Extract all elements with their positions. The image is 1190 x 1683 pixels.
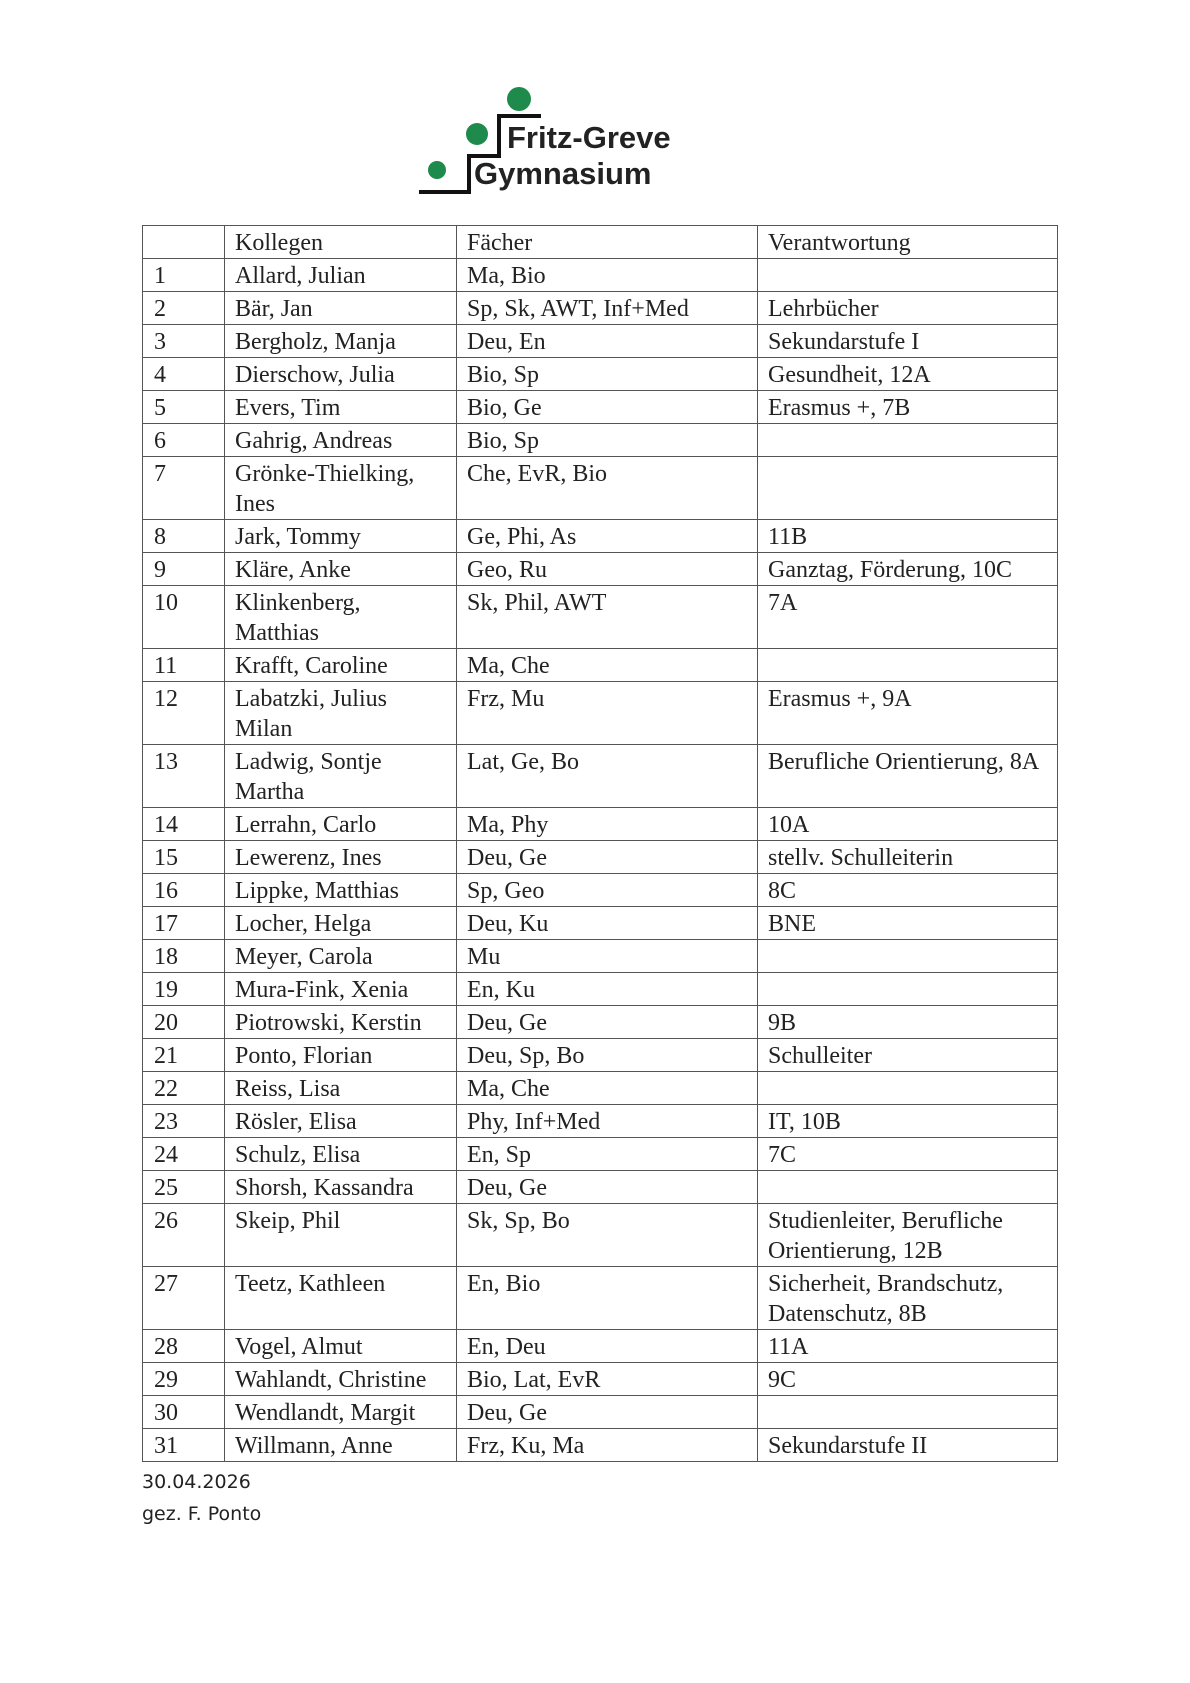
- cell-name: Gahrig, Andreas: [225, 424, 457, 457]
- table-row: [143, 907, 1058, 940]
- cell-name: Bergholz, Manja: [225, 325, 457, 358]
- cell-subjects: Ma, Che: [457, 1072, 758, 1105]
- cell-number: 14: [143, 808, 225, 841]
- cell-subjects: Bio, Sp: [457, 358, 758, 391]
- cell-number: 13: [143, 745, 225, 808]
- header-responsibility: Verantwortung: [758, 226, 1058, 259]
- table-row: [143, 1204, 1058, 1267]
- cell-subjects: Deu, Ge: [457, 841, 758, 874]
- cell-name: Ladwig, Sontje Martha: [225, 745, 457, 808]
- table-row: [143, 1039, 1058, 1072]
- table-row: [143, 1429, 1058, 1462]
- cell-responsibility: [758, 259, 1058, 292]
- table-row: [143, 391, 1058, 424]
- logo-dot-large: [507, 87, 531, 111]
- cell-subjects: Deu, Ku: [457, 907, 758, 940]
- cell-responsibility: 9C: [758, 1363, 1058, 1396]
- cell-name: Ponto, Florian: [225, 1039, 457, 1072]
- cell-responsibility: [758, 1171, 1058, 1204]
- cell-subjects: Phy, Inf+Med: [457, 1105, 758, 1138]
- header-colleagues: Kollegen: [225, 226, 457, 259]
- cell-number: 11: [143, 649, 225, 682]
- cell-responsibility: Erasmus +, 7B: [758, 391, 1058, 424]
- cell-subjects: Ma, Bio: [457, 259, 758, 292]
- cell-responsibility: Sicherheit, Brandschutz, Datenschutz, 8B: [758, 1267, 1058, 1330]
- logo-text-line1: Fritz-Greve: [507, 120, 671, 155]
- header-subjects: Fächer: [457, 226, 758, 259]
- cell-responsibility: Erasmus +, 9A: [758, 682, 1058, 745]
- cell-responsibility: Ganztag, Förderung, 10C: [758, 553, 1058, 586]
- cell-subjects: Frz, Mu: [457, 682, 758, 745]
- table-row: [143, 940, 1058, 973]
- cell-name: Kläre, Anke: [225, 553, 457, 586]
- table-row: [143, 682, 1058, 745]
- footer-signature: gez. F. Ponto: [142, 1503, 262, 1525]
- table-row: [143, 808, 1058, 841]
- logo-dot-small: [428, 161, 446, 179]
- cell-responsibility: BNE: [758, 907, 1058, 940]
- cell-number: 22: [143, 1072, 225, 1105]
- cell-responsibility: 11A: [758, 1330, 1058, 1363]
- cell-name: Meyer, Carola: [225, 940, 457, 973]
- cell-number: 20: [143, 1006, 225, 1039]
- cell-number: 28: [143, 1330, 225, 1363]
- cell-number: 30: [143, 1396, 225, 1429]
- cell-name: Vogel, Almut: [225, 1330, 457, 1363]
- cell-number: 2: [143, 292, 225, 325]
- cell-responsibility: [758, 457, 1058, 520]
- table-row: [143, 1171, 1058, 1204]
- table-row: [143, 1267, 1058, 1330]
- cell-subjects: Deu, En: [457, 325, 758, 358]
- cell-subjects: Frz, Ku, Ma: [457, 1429, 758, 1462]
- cell-subjects: Mu: [457, 940, 758, 973]
- cell-number: 5: [143, 391, 225, 424]
- cell-subjects: Ge, Phi, As: [457, 520, 758, 553]
- table-row: [143, 841, 1058, 874]
- cell-name: Lewerenz, Ines: [225, 841, 457, 874]
- cell-subjects: Lat, Ge, Bo: [457, 745, 758, 808]
- cell-subjects: Sk, Sp, Bo: [457, 1204, 758, 1267]
- cell-responsibility: Sekundarstufe I: [758, 325, 1058, 358]
- cell-name: Grönke-Thielking, Ines: [225, 457, 457, 520]
- cell-number: 1: [143, 259, 225, 292]
- table-row: [143, 586, 1058, 649]
- cell-responsibility: [758, 424, 1058, 457]
- table-header-row: [143, 226, 1058, 259]
- cell-subjects: Sp, Sk, AWT, Inf+Med: [457, 292, 758, 325]
- table-row: [143, 1138, 1058, 1171]
- cell-number: 23: [143, 1105, 225, 1138]
- cell-subjects: Bio, Ge: [457, 391, 758, 424]
- cell-number: 17: [143, 907, 225, 940]
- table-row: [143, 1396, 1058, 1429]
- table-row: [143, 457, 1058, 520]
- table-row: [143, 1363, 1058, 1396]
- cell-number: 21: [143, 1039, 225, 1072]
- footer-date: 30.04.2026: [142, 1471, 251, 1493]
- cell-number: 8: [143, 520, 225, 553]
- cell-responsibility: [758, 649, 1058, 682]
- cell-name: Jark, Tommy: [225, 520, 457, 553]
- cell-responsibility: stellv. Schulleiterin: [758, 841, 1058, 874]
- cell-number: 31: [143, 1429, 225, 1462]
- cell-name: Klinkenberg, Matthias: [225, 586, 457, 649]
- cell-number: 26: [143, 1204, 225, 1267]
- cell-name: Lerrahn, Carlo: [225, 808, 457, 841]
- cell-number: 15: [143, 841, 225, 874]
- table-row: [143, 1006, 1058, 1039]
- table-body: [143, 259, 1058, 1462]
- cell-responsibility: [758, 940, 1058, 973]
- cell-name: Allard, Julian: [225, 259, 457, 292]
- cell-subjects: Che, EvR, Bio: [457, 457, 758, 520]
- cell-responsibility: 11B: [758, 520, 1058, 553]
- table-row: [143, 1105, 1058, 1138]
- cell-name: Teetz, Kathleen: [225, 1267, 457, 1330]
- cell-name: Shorsh, Kassandra: [225, 1171, 457, 1204]
- cell-name: Lippke, Matthias: [225, 874, 457, 907]
- cell-name: Rösler, Elisa: [225, 1105, 457, 1138]
- cell-responsibility: 10A: [758, 808, 1058, 841]
- cell-number: 16: [143, 874, 225, 907]
- cell-subjects: Deu, Sp, Bo: [457, 1039, 758, 1072]
- table-row: [143, 973, 1058, 1006]
- table-row: [143, 292, 1058, 325]
- cell-subjects: Deu, Ge: [457, 1006, 758, 1039]
- cell-responsibility: Lehrbücher: [758, 292, 1058, 325]
- cell-name: Mura-Fink, Xenia: [225, 973, 457, 1006]
- cell-subjects: En, Bio: [457, 1267, 758, 1330]
- cell-responsibility: 9B: [758, 1006, 1058, 1039]
- cell-name: Skeip, Phil: [225, 1204, 457, 1267]
- cell-subjects: En, Deu: [457, 1330, 758, 1363]
- cell-subjects: Ma, Che: [457, 649, 758, 682]
- table-row: [143, 649, 1058, 682]
- cell-subjects: Sk, Phil, AWT: [457, 586, 758, 649]
- cell-name: Dierschow, Julia: [225, 358, 457, 391]
- cell-name: Willmann, Anne: [225, 1429, 457, 1462]
- cell-name: Piotrowski, Kerstin: [225, 1006, 457, 1039]
- cell-name: Labatzki, Julius Milan: [225, 682, 457, 745]
- cell-subjects: Deu, Ge: [457, 1171, 758, 1204]
- document-footer: [142, 1466, 261, 1530]
- school-logo: [419, 86, 689, 196]
- cell-name: Locher, Helga: [225, 907, 457, 940]
- logo-dot-medium: [466, 123, 488, 145]
- cell-number: 29: [143, 1363, 225, 1396]
- cell-number: 4: [143, 358, 225, 391]
- cell-responsibility: [758, 1072, 1058, 1105]
- cell-name: Wendlandt, Margit: [225, 1396, 457, 1429]
- table-row: [143, 1072, 1058, 1105]
- cell-number: 6: [143, 424, 225, 457]
- table-row: [143, 358, 1058, 391]
- logo-text-line2: Gymnasium: [474, 156, 652, 191]
- cell-number: 19: [143, 973, 225, 1006]
- table-row: [143, 553, 1058, 586]
- cell-number: 25: [143, 1171, 225, 1204]
- table-row: [143, 1330, 1058, 1363]
- cell-number: 18: [143, 940, 225, 973]
- cell-name: Krafft, Caroline: [225, 649, 457, 682]
- cell-subjects: Sp, Geo: [457, 874, 758, 907]
- cell-number: 24: [143, 1138, 225, 1171]
- cell-responsibility: 8C: [758, 874, 1058, 907]
- table-row: [143, 520, 1058, 553]
- table-row: [143, 874, 1058, 907]
- cell-name: Schulz, Elisa: [225, 1138, 457, 1171]
- cell-responsibility: 7C: [758, 1138, 1058, 1171]
- header-number: [143, 226, 225, 259]
- cell-responsibility: Sekundarstufe II: [758, 1429, 1058, 1462]
- cell-number: 12: [143, 682, 225, 745]
- cell-responsibility: Berufliche Orientierung, 8A: [758, 745, 1058, 808]
- cell-responsibility: IT, 10B: [758, 1105, 1058, 1138]
- cell-number: 27: [143, 1267, 225, 1330]
- cell-responsibility: [758, 973, 1058, 1006]
- cell-name: Bär, Jan: [225, 292, 457, 325]
- table-row: [143, 745, 1058, 808]
- cell-name: Evers, Tim: [225, 391, 457, 424]
- cell-subjects: Geo, Ru: [457, 553, 758, 586]
- cell-subjects: En, Sp: [457, 1138, 758, 1171]
- cell-responsibility: Studienleiter, Berufliche Orientierung, 12B: [758, 1204, 1058, 1267]
- cell-responsibility: Schulleiter: [758, 1039, 1058, 1072]
- cell-subjects: Bio, Sp: [457, 424, 758, 457]
- cell-number: 3: [143, 325, 225, 358]
- cell-subjects: En, Ku: [457, 973, 758, 1006]
- table-row: [143, 259, 1058, 292]
- cell-name: Wahlandt, Christine: [225, 1363, 457, 1396]
- cell-name: Reiss, Lisa: [225, 1072, 457, 1105]
- cell-subjects: Ma, Phy: [457, 808, 758, 841]
- cell-number: 9: [143, 553, 225, 586]
- cell-responsibility: [758, 1396, 1058, 1429]
- cell-subjects: Bio, Lat, EvR: [457, 1363, 758, 1396]
- table-row: [143, 424, 1058, 457]
- cell-responsibility: 7A: [758, 586, 1058, 649]
- table-row: [143, 325, 1058, 358]
- cell-responsibility: Gesundheit, 12A: [758, 358, 1058, 391]
- staff-table: [142, 225, 1058, 1462]
- cell-number: 10: [143, 586, 225, 649]
- cell-number: 7: [143, 457, 225, 520]
- cell-subjects: Deu, Ge: [457, 1396, 758, 1429]
